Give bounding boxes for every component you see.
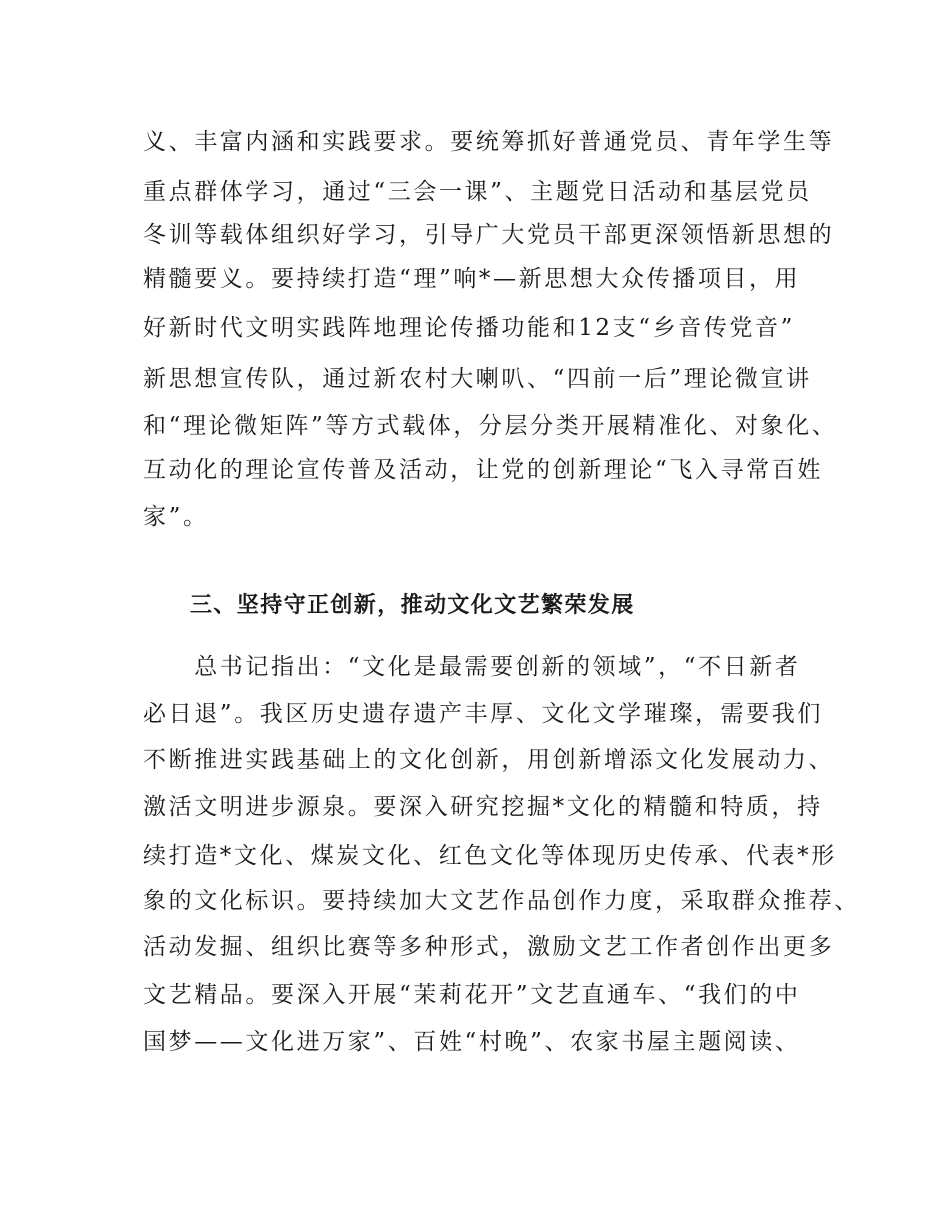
paragraph-2-line-9: 国梦——文化进万家”、百姓“村晚”、农家书屋主题阅读、 xyxy=(143,1029,801,1055)
paragraph-1-line-3: 冬训等载体组织好学习，引导广大党员干部更深领悟新思想的 xyxy=(143,222,835,248)
paragraph-2-line-2: 必日退”。我区历史遗存遗产丰厚、文化文学璀璨，需要我们 xyxy=(143,701,823,727)
paragraph-1-line-8: 互动化的理论宣传普及活动，让党的创新理论“飞入寻常百姓 xyxy=(143,457,823,483)
paragraph-2-line-4: 激活文明进步源泉。要深入研究挖掘*文化的精髓和特质，持 xyxy=(143,794,823,820)
paragraph-2-line-7: 活动发掘、组织比赛等多种形式，激励文艺工作者创作出更多 xyxy=(143,934,835,960)
paragraph-2-line-6: 象的文化标识。要持续加大文艺作品创作力度，采取群众推荐、 xyxy=(143,888,860,914)
paragraph-1-line-2: 重点群体学习，通过“三会一课”、主题党日活动和基层党员 xyxy=(143,179,812,205)
paragraph-1-line-7: 和“理论微矩阵”等方式载体，分层分类开展精准化、对象化、 xyxy=(143,413,838,439)
paragraph-2-line-5: 续打造*文化、煤炭文化、红色文化等体现历史传承、代表*形 xyxy=(143,843,837,869)
paragraph-2-line-1: 总书记指出：“文化是最需要创新的领域”，“不日新者 xyxy=(143,654,801,680)
paragraph-1-line-9: 家”。 xyxy=(143,504,209,530)
paragraph-1-line-5: 好新时代文明实践阵地理论传播功能和12支“乡音传党音” xyxy=(143,315,795,341)
paragraph-2-line-3: 不断推进实践基础上的文化创新，用创新增添文化发展动力、 xyxy=(143,747,835,773)
paragraph-1-line-4: 精髓要义。要持续打造“理”响*—新思想大众传播项目，用 xyxy=(143,266,801,292)
paragraph-1-line-1: 义、丰富内涵和实践要求。要统筹抓好普通党员、青年学生等 xyxy=(143,129,835,155)
section-heading: 三、坚持守正创新，推动文化文艺繁荣发展 xyxy=(190,593,635,618)
paragraph-2-line-8: 文艺精品。要深入开展“茉莉花开”文艺直通车、“我们的中 xyxy=(143,982,801,1008)
paragraph-1-line-6: 新思想宣传队，通过新农村大喇叭、“四前一后”理论微宣讲 xyxy=(143,366,812,392)
